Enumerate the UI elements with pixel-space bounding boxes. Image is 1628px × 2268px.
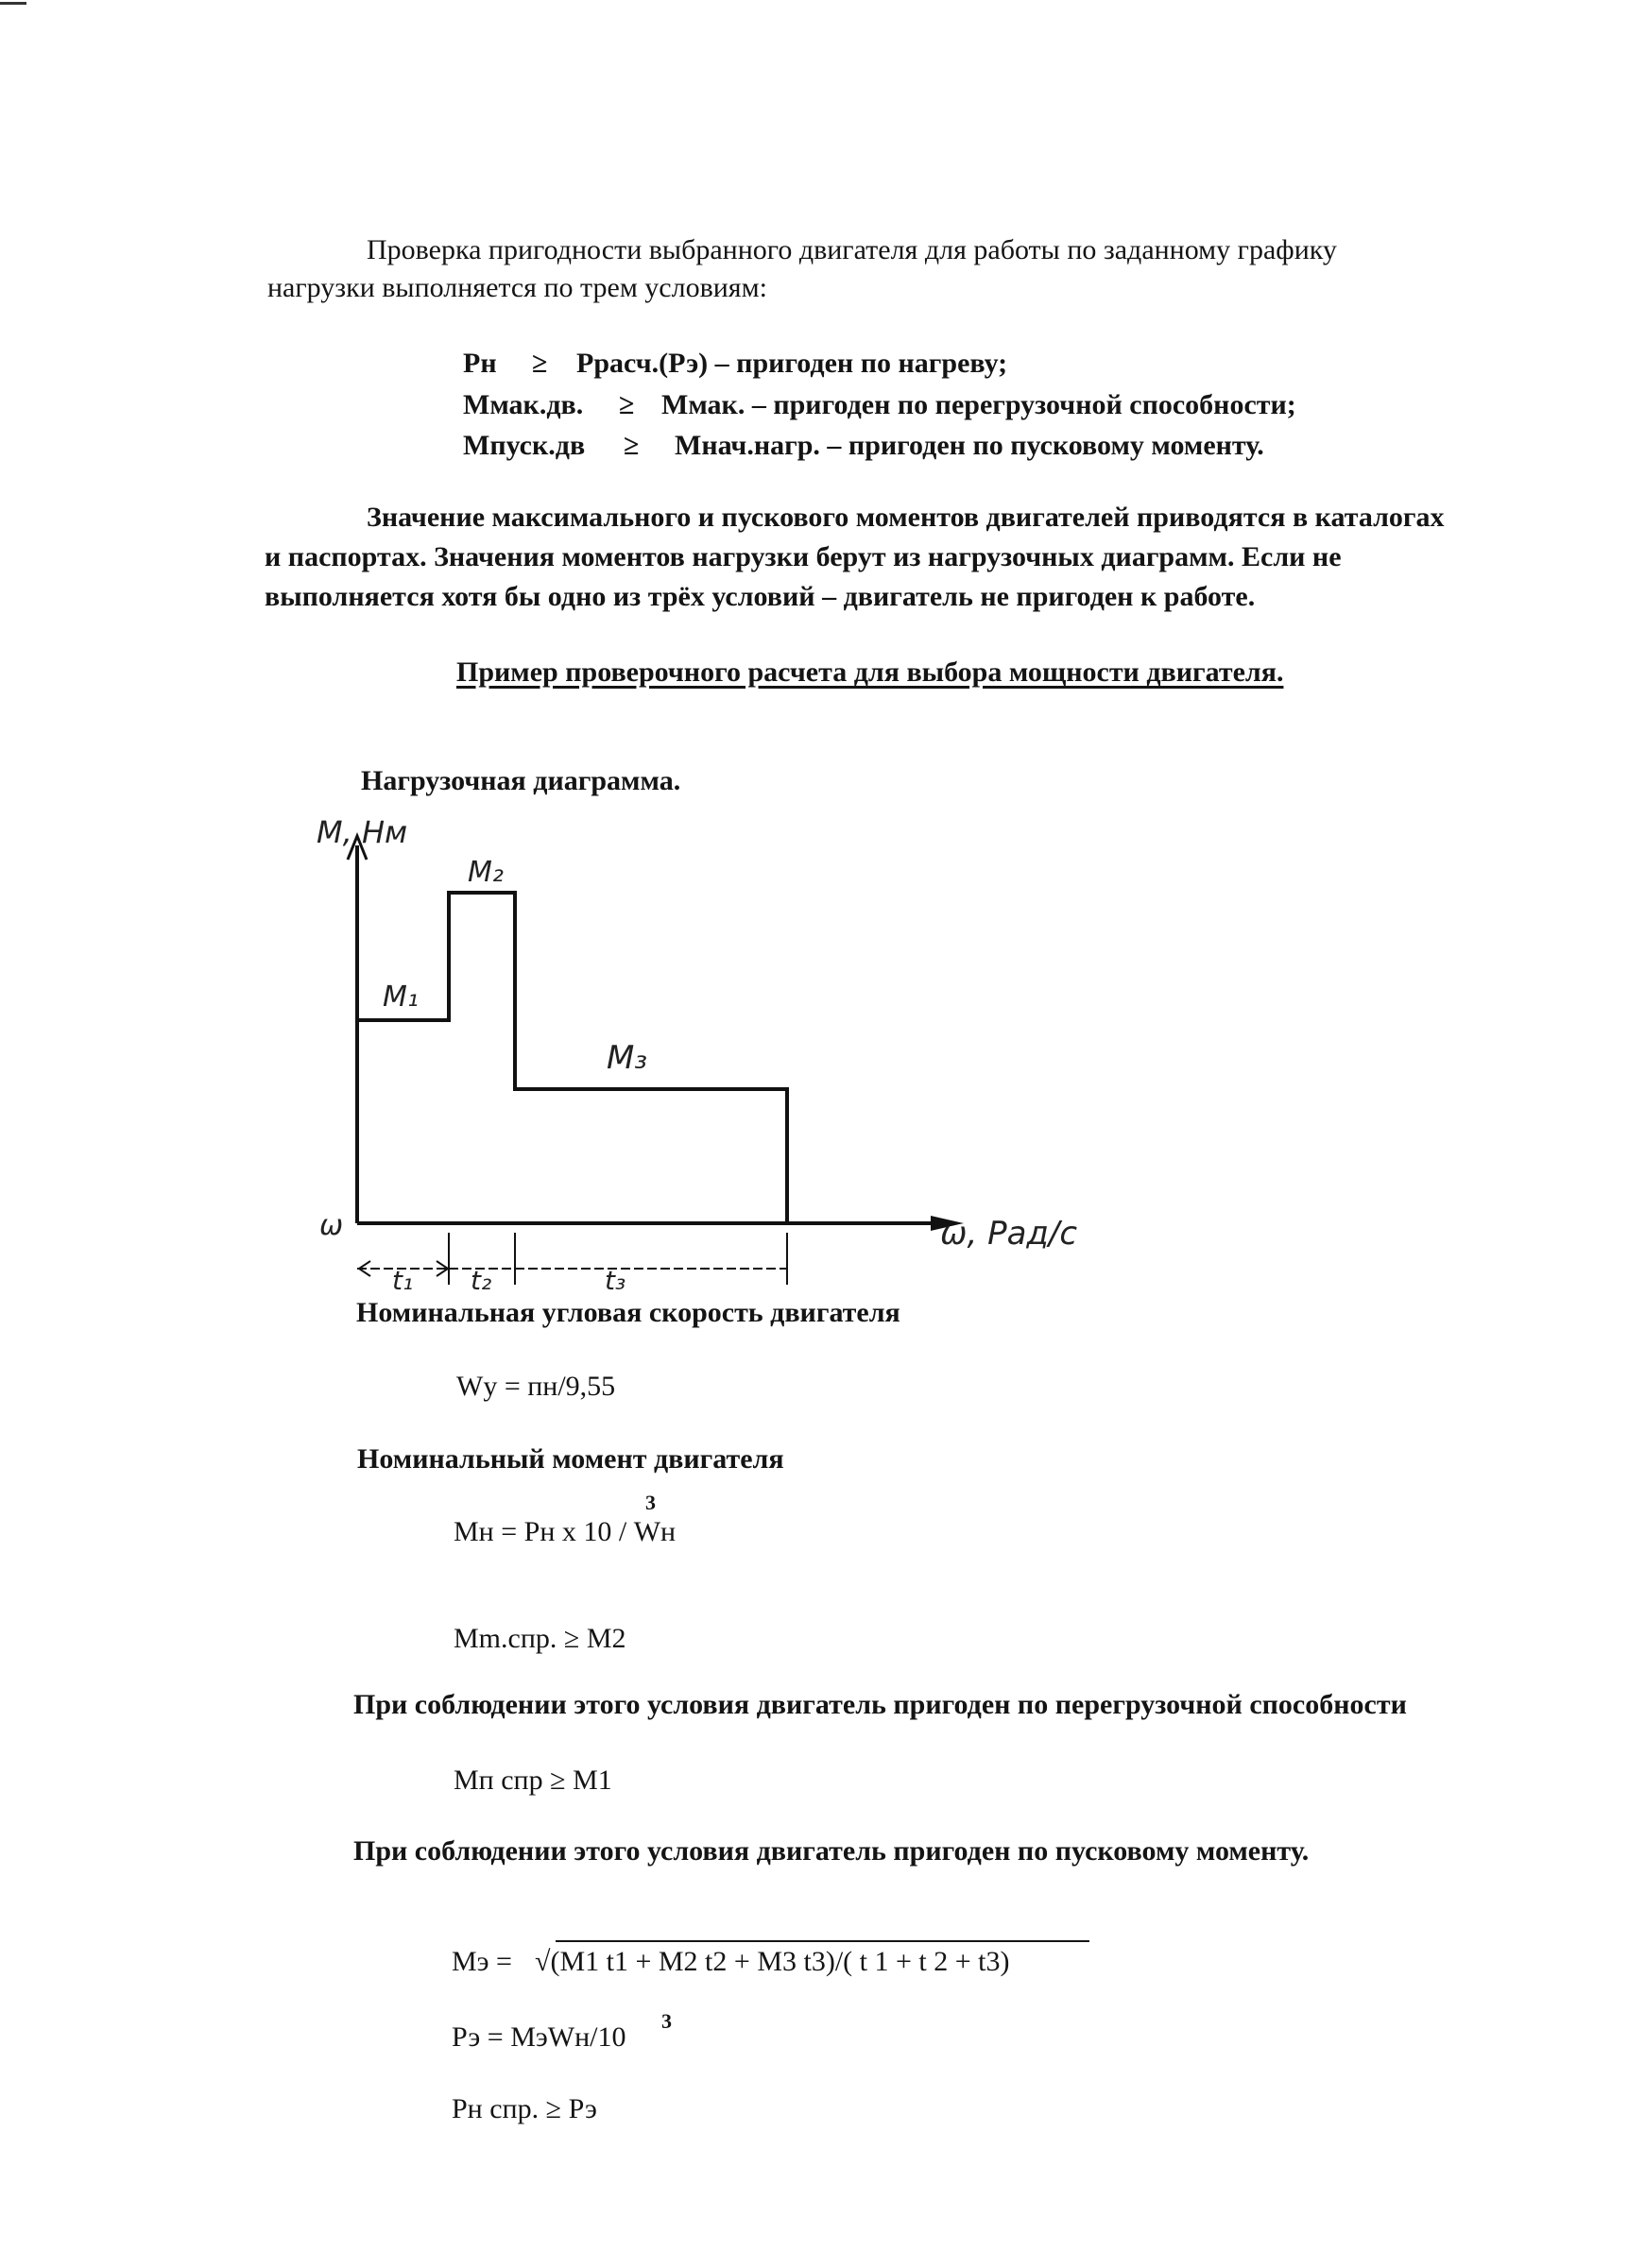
x-axis-label: ω, Рад/с	[940, 1215, 1078, 1253]
diagram-caption: Нагрузочная диаграмма.	[361, 765, 681, 796]
condition-2-right: Ммак. – пригоден по перегрузочной способности;	[661, 389, 1296, 420]
radical-overline	[556, 1940, 1089, 1942]
intro-line-1: Проверка пригодности выбранного двигателя для работы по заданному графику	[367, 234, 1337, 265]
nominal-speed-label: Номинальная угловая скорость двигателя	[356, 1297, 900, 1328]
overload-check-note: При соблюдении этого условия двигатель пригоден по перегрузочной способности	[353, 1689, 1407, 1720]
nominal-torque-formula	[454, 1518, 676, 1546]
origin-label: ω	[319, 1209, 344, 1242]
condition-3-right: Мнач.нагр. – пригоден по пусковому моменту.	[675, 430, 1264, 461]
overload-check-formula: Мm.спр. ≥ М2	[454, 1623, 626, 1654]
nominal-torque-label: Номинальный момент двигателя	[357, 1443, 784, 1475]
condition-1-right: Ррасч.(Рэ) – пригоден по нагреву;	[576, 348, 1008, 379]
paragraph-2-line-2: и паспортах. Значения моментов нагрузки берут из нагрузочных диаграмм. Если не	[265, 541, 1342, 572]
scan-edge-mark	[0, 2, 26, 5]
equivalent-power-formula: Рэ = МэWн/10	[452, 2021, 626, 2053]
start-check-note: При соблюдении этого условия двигатель пригоден по пусковому моменту.	[353, 1835, 1310, 1867]
final-check-formula: Рн спр. ≥ Рэ	[452, 2093, 597, 2124]
equivalent-torque-radical: √(М1 t1 + М2 t2 + М3 t3)/( t 1 + t 2 + t3)	[535, 1946, 1010, 1977]
time-label-t3: t₃	[605, 1265, 626, 1296]
paragraph-2-line-1: Значение максимального и пускового моментов двигателей приводятся в каталогах	[367, 502, 1445, 533]
segment-label-m1: М₁	[383, 981, 419, 1014]
segment-label-m2: М₂	[468, 856, 504, 889]
nominal-torque-exponent: 3	[645, 1491, 656, 1514]
start-check-formula: Мп спр ≥ М1	[454, 1765, 612, 1796]
condition-3-op: ≥	[624, 430, 640, 461]
nominal-speed-formula: Wу = пн/9,55	[456, 1371, 616, 1402]
condition-2-left: Ммак.дв.	[463, 389, 584, 420]
load-diagram	[302, 808, 1087, 1299]
segment-label-m3: М₃	[607, 1039, 647, 1077]
condition-1-op: ≥	[532, 348, 548, 379]
time-label-t1: t₁	[392, 1265, 414, 1296]
time-label-t2: t₂	[471, 1265, 492, 1296]
equivalent-torque-left: Мэ =	[452, 1946, 512, 1977]
condition-2-op: ≥	[619, 389, 635, 420]
intro-line-2: нагрузки выполняется по трем условиям:	[267, 272, 767, 303]
equivalent-power-exponent: 3	[661, 2009, 672, 2033]
nominal-torque-formula-right: / Wн	[611, 1516, 677, 1547]
paragraph-2-line-3: выполняется хотя бы одно из трёх условий – двигатель не пригоден к работе.	[265, 581, 1256, 612]
condition-1-left: Рн	[463, 348, 497, 379]
condition-3-left: Мпуск.дв	[463, 430, 586, 461]
nominal-torque-formula-left: Мн = Рн х 10	[454, 1516, 612, 1547]
load-graph-step-line	[357, 893, 787, 1223]
example-heading: Пример проверочного расчета для выбора мощности двигателя.	[456, 657, 1284, 688]
y-axis-label: М, Нм	[317, 814, 408, 850]
